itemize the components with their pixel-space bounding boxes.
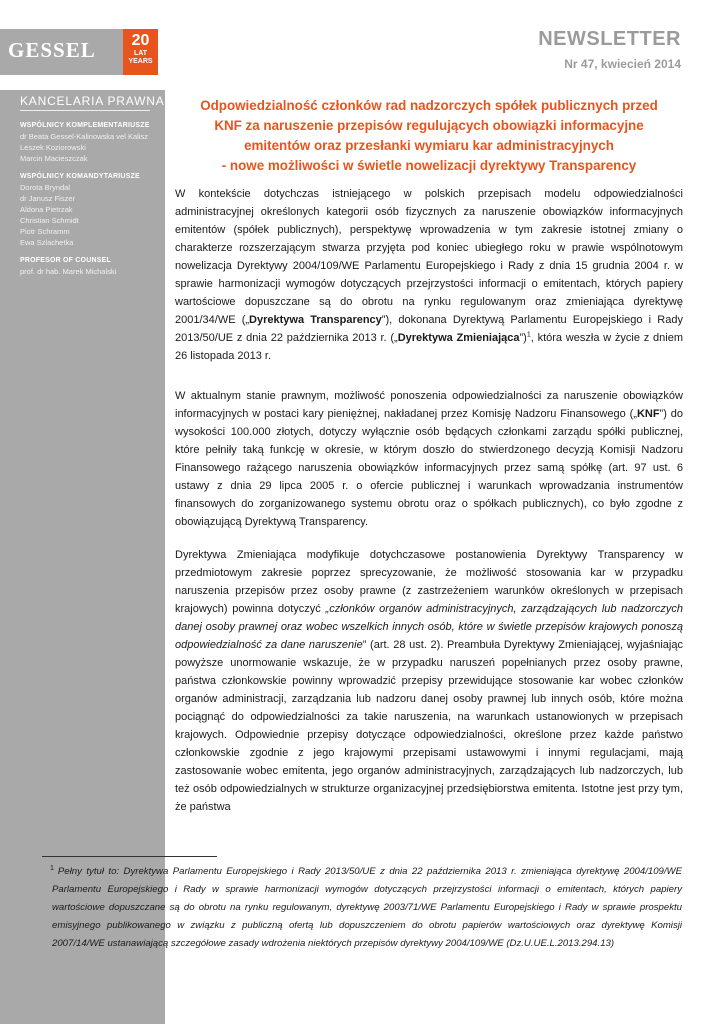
- footnote-mark: 1: [50, 864, 54, 872]
- partner-group-counsel: [20, 255, 160, 277]
- text-run: ”) do wysokości 100.000 złotych, dotyczy wyłącznie osób będących członkami zarządu spółki publicznej, które pełniły taką funkcję w okresie, w którym doszło do stwierdzonego decyzją Komisji Nadzoru Finansowego rażącego naruszenia obowiązków informacyjnych przez samą spółkę (art. 97 ust. 6 ustawy z dnia 29 lipca 2005 r. o ofercie publicznej i warunkach wprowadzania instrumentów finansowych do zorganizowanego systemu obrotu oraz o spółkach publicznych), co było zgodne z obowiązującą Dyrektywą Transparency.: [175, 408, 683, 528]
- paragraph-3: [175, 546, 683, 816]
- footnote-separator: [42, 856, 217, 857]
- partner-name: dr Janusz Fiszer: [20, 194, 76, 203]
- text-run: ”): [519, 332, 527, 344]
- partner-name: Ewa Szlachetka: [20, 238, 74, 247]
- partner-name: Dorota Bryndal: [20, 183, 71, 192]
- footnote-text: Pełny tytuł to: Dyrektywa Parlamentu Europejskiego i Rady 2013/50/UE z dnia 22 października 2013 r. zmieniająca dyrektywę 2004/109/WE Parlamentu Europejskiego i Rady w sprawie harmonizacji wymogów dotyczących przejrzystości informacji o emitentach, których papiery wartościowe dopuszczane są do obrotu na rynku regulowanym, dyrektywę 2003/71/WE Parlamentu Europejskiego i Rady w sprawie prospektu emisyjnego publikowanego w związku z publiczną ofertą lub dopuszczeniem do obrotu papierów wartościowych oraz dyrektywę Komisji 2007/14/WE ustanawiającą szczegółowe zasady wdrożenia niektórych przepisów dyrektywy 2004/109/WE (Dz.U.UE.L.2013.294.13): [52, 866, 682, 949]
- partner-group-title: WSPÓLNICY KOMANDYTARIUSZE: [20, 173, 140, 180]
- article-title: [172, 96, 686, 176]
- badge-line-2: YEARS: [128, 58, 153, 65]
- partner-group-limited: [20, 171, 160, 248]
- sidebar-divider: [20, 110, 150, 111]
- issue-number: Nr 47, kwiecień 2014: [564, 57, 681, 71]
- text-run: ”), dokonana Dyrektywą Parlamentu Europejskiego i Rady 2013/50/UE z dnia 22 października 2013 r. („: [175, 314, 683, 344]
- partner-name: Aldona Pietrzak: [20, 205, 73, 214]
- article-title-line: emitentów oraz przesłanki wymiaru kar administracyjnych: [244, 138, 614, 153]
- quoted-provision: „członków organów administracyjnych, zarządzających lub nadzorczych danej osoby prawnej oraz wobec wszelkich innych osób, które w świetle przepisów krajowych ponoszą odpowiedzialność za dane naruszenie: [175, 603, 683, 651]
- text-run: ” (art. 28 ust. 2). Preambuła Dyrektywy Zmieniającej, wyjaśniając powyższe unormowanie wskazuje, że w przypadku naruszeń popełnianych przez osoby prawne, państwa członkowskie powinny wprowadzić przepisy przewidujące stosowanie kar wobec członków organów administracji, zarządzania lub nadzoru danej osoby prawnej lub innych osób, które można pociągnąć do odpowiedzialności za takie naruszenia, na warunkach ustanowionych w przepisach krajowych. Odpowiednie przepisy dotyczące odpowiedzialności, określone przez każde państwo członkowskie zgodnie z jego krajowymi przepisami ustawowymi i innymi regulacjami, mają zastosowanie wobec emitenta, jego organów administracyjnych, zarządzających lub nadzorczych, lub też osób odpowiedzialnych w strukturze organizacyjnej przedsiębiorstwa emitenta. Istotne jest przy tym, że państwa: [175, 639, 683, 813]
- newsletter-title: NEWSLETTER: [538, 28, 681, 50]
- partner-name: Piotr Schramm: [20, 227, 70, 236]
- text-run: , która weszła w życie z dniem 26 listopada 2013 r.: [175, 332, 683, 362]
- term-knf: KNF: [636, 408, 660, 420]
- badge-number: 20: [131, 32, 150, 49]
- footnote-text-wrapper: [42, 863, 682, 953]
- article-title-line: KNF za naruszenie przepisów regulujących obowiązki informacyjne: [214, 118, 644, 133]
- footnote-reference[interactable]: 1: [526, 331, 531, 339]
- partner-name: Christian Schmidt: [20, 216, 79, 225]
- partner-group-title: PROFESOR OF COUNSEL: [20, 257, 111, 264]
- text-run: W kontekście dotychczas istniejącego w polskich przepisach modelu odpowiedzialności administracyjnej określonych kategorii osób fizycznych za naruszenie obowiązków informacyjnych emitentów (spółek publicznych), perspektywę wprowadzenia w tym zakresie istotnej zmiany o charakterze rozszerzającym stwarza przyjęta pod koniec ubiegłego roku w prawie wspólnotowym nowelizacja Dyrektywy 2004/109/WE Parlamentu Europejskiego i Rady z dnia 15 grudnia 2004 r. w sprawie harmonizacji wymogów dotyczących przejrzystości informacji o emitentach, których papiery wartościowe dopuszczane są do obrotu na rynku regulowanym oraz zmieniająca dyrektywę 2001/34/WE („: [175, 188, 683, 326]
- partner-name: dr Beata Gessel-Kalinowska vel Kalisz: [20, 132, 148, 141]
- paragraph-2: [175, 387, 683, 531]
- partners-list: [20, 120, 160, 284]
- partner-group-general: [20, 120, 160, 164]
- term-dyrektywa-transparency: Dyrektywa Transparency: [249, 314, 382, 326]
- badge-line-1: LAT: [133, 50, 148, 57]
- article-title-line: Odpowiedzialność członków rad nadzorczych spółek publicznych przed: [200, 98, 658, 113]
- partner-group-title: WSPÓLNICY KOMPLEMENTARIUSZE: [20, 122, 150, 129]
- anniversary-badge: [123, 29, 158, 75]
- article-title-line: - nowe możliwości w świetle nowelizacji dyrektywy Transparency: [221, 158, 637, 173]
- text-run: Dyrektywa Zmieniająca modyfikuje dotychczasowe postanowienia Dyrektywy Transparency w przedmiotowym zakresie poprzez sprecyzowanie, że możliwość stosowania kar w przypadku naruszenia przepisów przez osoby prawne (z zastrzeżeniem warunków określonych w przepisach krajowych) powinna dotyczyć: [175, 549, 683, 615]
- partner-name: Marcin Macieszczak: [20, 154, 88, 163]
- term-dyrektywa-zmieniajaca: Dyrektywa Zmieniająca: [397, 332, 520, 344]
- paragraph-1: [175, 185, 683, 365]
- gessel-logo: GESSEL: [8, 38, 96, 62]
- article-body: [175, 185, 683, 831]
- partner-name: prof. dr hab. Marek Michalski: [20, 267, 117, 276]
- sidebar-heading: KANCELARIA PRAWNA: [20, 94, 165, 108]
- partner-name: Leszek Koziorowski: [20, 143, 86, 152]
- text-run: W aktualnym stanie prawnym, możliwość ponoszenia odpowiedzialności za naruszenie obowiązków informacyjnych w postaci kary pieniężnej, nakładanej przez Komisję Nadzoru Finansowego („: [175, 390, 683, 420]
- footnote: [42, 863, 682, 953]
